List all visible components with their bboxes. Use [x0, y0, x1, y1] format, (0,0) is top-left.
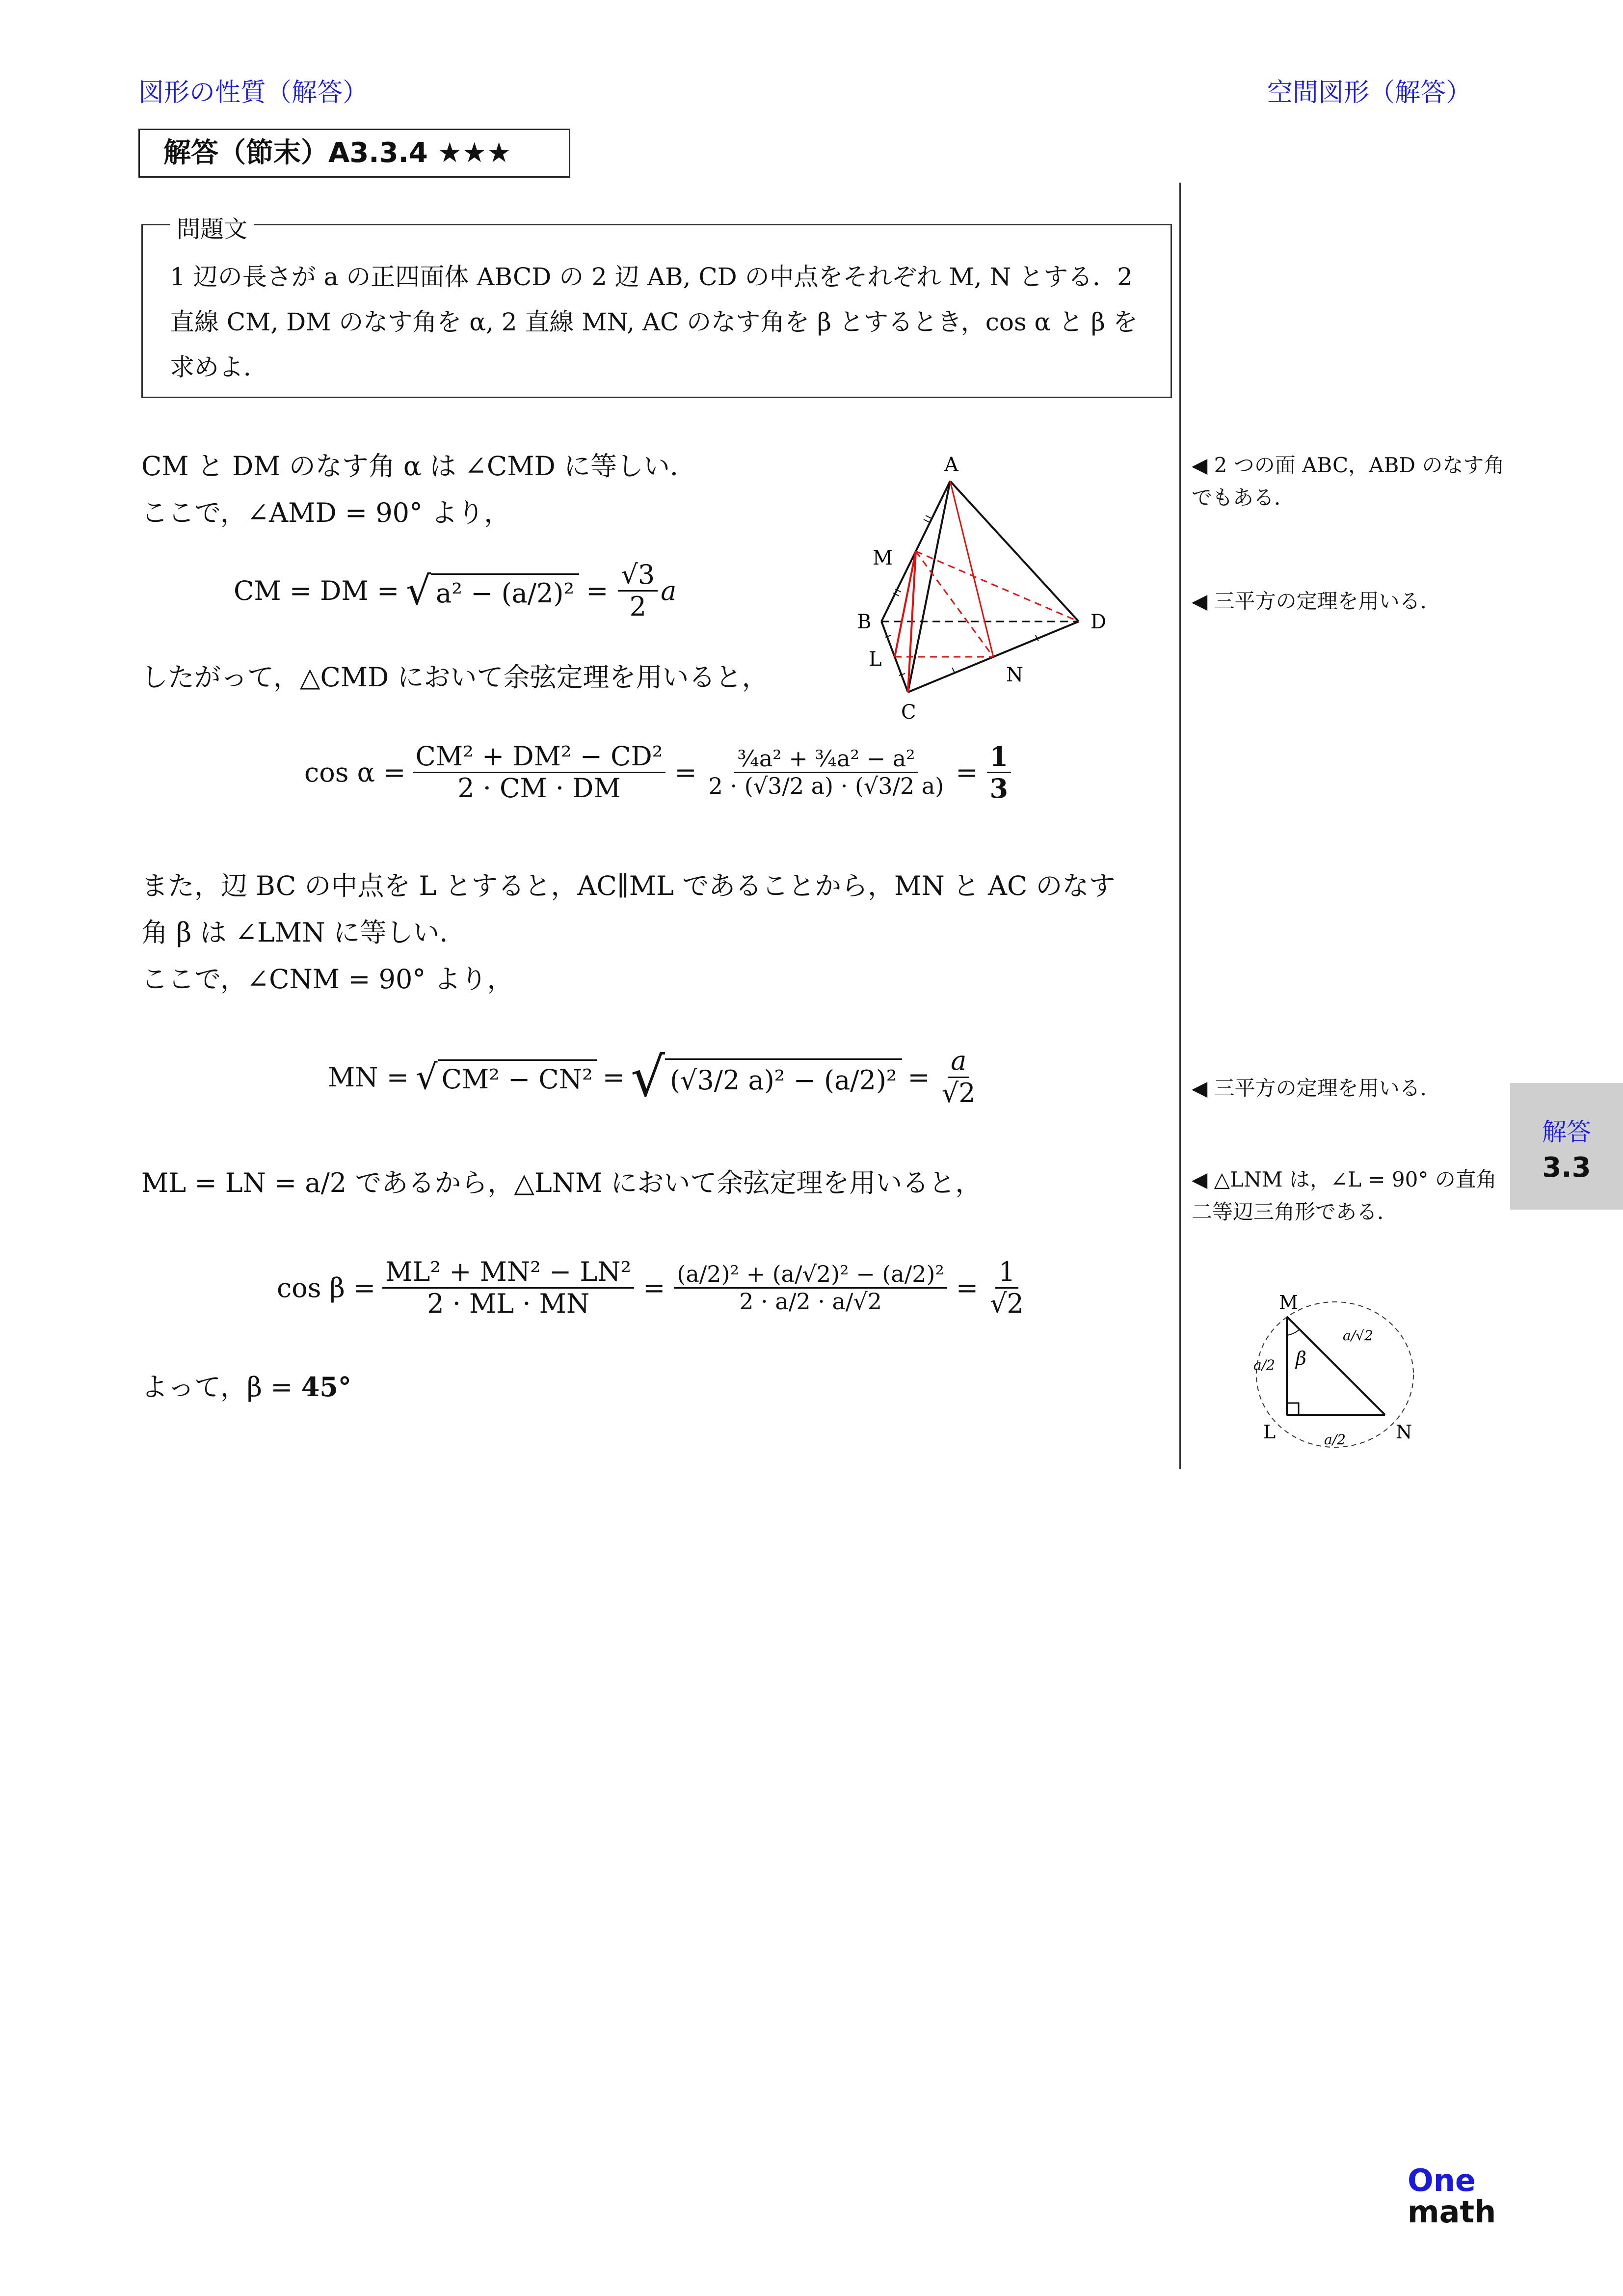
fig2-label-beta: β [1296, 1348, 1306, 1369]
margin-divider [1179, 183, 1181, 1469]
eq1-denominator: 2 [629, 591, 646, 622]
fig2-side-mn-label: a/√2 [1343, 1327, 1373, 1344]
eq1-fraction [618, 560, 658, 622]
eq4-frac1 [382, 1257, 634, 1319]
onemath-logo [1408, 2162, 1496, 2230]
label-m: M [873, 547, 893, 569]
eq2-den: 2 · CM · DM [457, 773, 621, 804]
chapter-tab-label: 解答 [1542, 1118, 1591, 1146]
tick-mark [926, 515, 931, 518]
eq4-result-den: √2 [990, 1288, 1024, 1320]
eq1-tail: a [661, 575, 677, 607]
eq4-mid-num: (a/2)² + (a/√2)² − (a/2)² [674, 1261, 947, 1289]
header-left-title: 図形の性質（解答） [138, 78, 369, 108]
header-right-title: 空間図形（解答） [1267, 78, 1472, 108]
label-b: B [857, 611, 872, 633]
fig2-side-ml-label: a/2 [1253, 1357, 1275, 1373]
eq1-radicand: a² − (a/2)² [431, 573, 579, 609]
label-c: C [901, 701, 916, 724]
eq4-mid-den: 2 · a/2 · a/√2 [739, 1288, 882, 1315]
right-angle-mark [1287, 1403, 1299, 1415]
eq2-frac1 [413, 741, 666, 804]
dashed-circle [1256, 1302, 1413, 1447]
eq3-num: a [948, 1046, 969, 1078]
eq2-num: CM² + DM² − CD² [413, 741, 666, 773]
final-prefix: よって，β = [141, 1372, 301, 1403]
equation-cm-dm [234, 560, 676, 622]
eq2-result [987, 741, 1011, 804]
eq2-mid-num: ¾a² + ¾a² − a² [734, 746, 918, 773]
margin-note-3: ◀ 三平方の定理を用いる． [1192, 1076, 1441, 1100]
label-d: D [1091, 611, 1107, 633]
eq1-lhs: CM = DM = [234, 575, 399, 607]
eq1-equals: = [586, 575, 609, 607]
eq4-result [987, 1257, 1027, 1319]
eq3-equals-2: = [907, 1061, 930, 1093]
body-line-6: ここで，∠CNM = 90° より， [141, 964, 514, 995]
eq4-den: 2 · ML · MN [427, 1288, 590, 1320]
margin-note-4: ◀ △LNM は，∠L = 90° の直角二等辺三角形である． [1192, 1167, 1497, 1224]
eq1-numerator: √3 [618, 560, 658, 592]
eq3-result [939, 1046, 979, 1108]
tetrahedron-figure [834, 442, 1129, 727]
tick-mark [924, 519, 930, 522]
fig2-label-n: N [1396, 1421, 1412, 1443]
body-line-1: CM と DM のなす角 α は ∠CMD に等しい． [141, 451, 696, 482]
body-line-5: 角 β は ∠LMN に等しい． [141, 917, 466, 948]
eq4-equals-1: = [643, 1272, 665, 1304]
sqrt-sign-2: √ [415, 1057, 438, 1097]
problem-text: 1 辺の長さが a の正四面体 ABCD の 2 辺 AB, CD の中点をそれぞれ M, N とする．2 直線 CM, DM のなす角を α, 2 直線 MN, AC のなす角を β とするとき，cos α と β を求めよ． [170, 263, 1138, 381]
segment-md [916, 551, 1079, 621]
edge-ad [950, 481, 1079, 621]
body-line-7: ML = LN = a/2 であるから，△LNM において余弦定理を用いると， [141, 1167, 982, 1198]
eq3-radicand-1: CM² − CN² [438, 1059, 597, 1095]
label-a: A [944, 454, 958, 476]
triangle-lnm-figure [1242, 1286, 1448, 1453]
body-line-8 [141, 1370, 351, 1405]
angle-arc [1287, 1329, 1300, 1335]
eq4-num: ML² + MN² − LN² [382, 1257, 634, 1289]
eq4-result-num: 1 [995, 1257, 1018, 1289]
equation-cos-beta [277, 1257, 1030, 1319]
chapter-tab [1510, 1083, 1623, 1210]
segment-an [950, 481, 993, 657]
logo-line-1: One [1408, 2162, 1476, 2198]
eq3-lhs: MN = [328, 1061, 409, 1093]
label-l: L [869, 648, 882, 671]
fig2-label-m: M [1279, 1292, 1298, 1313]
logo-line-2: math [1408, 2194, 1496, 2230]
margin-note-1: ◀ 2 つの面 ABC，ABD のなす角でもある． [1192, 453, 1505, 510]
fig2-label-l: L [1263, 1421, 1276, 1443]
eq2-equals-1: = [674, 757, 697, 788]
body-line-4: また，辺 BC の中点を L とすると，AC∥ML であることから，MN と AC のなす [141, 870, 1116, 901]
sqrt-sign: √ [406, 568, 431, 614]
eq4-lhs: cos β = [277, 1272, 376, 1304]
eq2-mid-den: 2 · (√3/2 a) · (√3/2 a) [708, 773, 944, 800]
section-title: 解答（節末）A3.3.4 ★★★ [138, 129, 570, 178]
margin-note-2: ◀ 三平方の定理を用いる． [1192, 589, 1441, 613]
eq2-equals-2: = [956, 757, 978, 788]
sqrt-sign-3: √ [630, 1046, 665, 1108]
problem-label: 問題文 [170, 210, 254, 244]
eq4-equals-2: = [956, 1272, 979, 1304]
chapter-tab-number: 3.3 [1542, 1152, 1591, 1184]
equation-cos-alpha [304, 741, 1014, 804]
equation-mn [328, 1046, 982, 1108]
eq2-result-den: 3 [989, 773, 1009, 805]
eq4-frac2 [674, 1261, 947, 1315]
eq3-equals-1: = [602, 1061, 625, 1093]
label-n: N [1006, 664, 1023, 686]
final-answer: 45° [301, 1371, 351, 1403]
eq3-den: √2 [941, 1077, 976, 1108]
fig2-side-ln-label: a/2 [1324, 1432, 1346, 1448]
eq2-result-num: 1 [987, 741, 1011, 773]
body-line-3: したがって，△CMD において余弦定理を用いると， [141, 662, 769, 693]
eq3-radicand-2: (√3/2 a)² − (a/2)² [665, 1058, 902, 1096]
segment-mn [916, 551, 993, 657]
body-line-2: ここで，∠AMD = 90° より， [141, 497, 511, 528]
eq2-lhs: cos α = [304, 757, 406, 788]
eq2-frac2 [706, 746, 947, 799]
